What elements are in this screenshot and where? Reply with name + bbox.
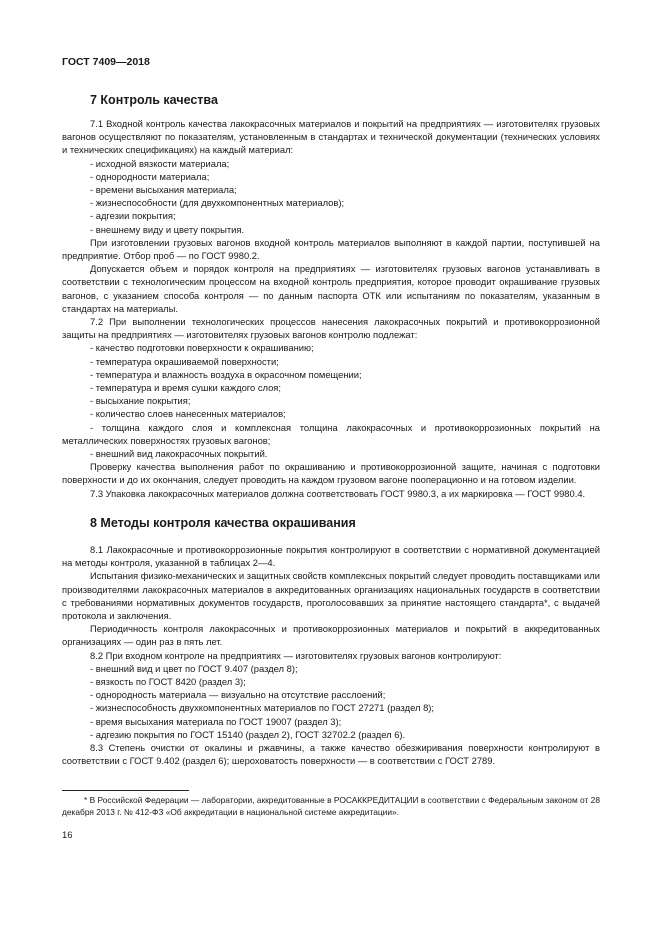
list-item: - температура и влажность воздуха в окрасочном помещении; [90, 368, 362, 380]
paragraph-7-2: 7.2 При выполнении технологических процессов нанесения лакокрасочных покрытий и противокоррозионной защиты на предприятиях — изготовителях грузовых вагонов контролю подлежат: [62, 316, 600, 341]
section-7-body [62, 117, 600, 500]
list-item: - жизнеспособности (для двухкомпонентных материалов); [90, 197, 345, 209]
paragraph: Испытания физико-механических и защитных свойств комплексных покрытий следует проводить поставщиками или производителями лакокрасочных материалов в аккредитованных организациях национальных государств в соответствии с требованиями нормативных документов государств, проголосовавших за принятие настоящего стандарта*, с выдачей протокола и заключения. [62, 570, 600, 621]
paragraph: Допускается объем и порядок контроля на предприятиях — изготовителях грузовых вагонов устанавливать в соответствии с технологическим процессом на входной контроль предприятия, которое проводит окрашивание грузовых вагонов, с указанием способа контроля — по данным паспорта ОТК или испытаниям по показателям, указанным в стандартах на материалы. [62, 263, 600, 314]
list-item: - внешний вид лакокрасочных покрытий. [90, 448, 268, 460]
section-8-title: 8 Методы контроля качества окрашивания [90, 515, 356, 530]
list-item: - внешнему виду и цвету покрытия. [90, 223, 245, 235]
document-page [62, 56, 600, 840]
paragraph-7-3: 7.3 Упаковка лакокрасочных материалов должна соответствовать ГОСТ 9980.3, а их маркировка — ГОСТ 9980.4. [90, 487, 586, 499]
footnote-divider [62, 790, 189, 791]
page-number: 16 [62, 829, 73, 841]
paragraph: Периодичность контроля лакокрасочных и противокоррозионных материалов и покрытий в аккредитованных организациях — один раз в пять лет. [62, 623, 600, 648]
footnote: * В Российской Федерации — лаборатории, аккредитованные в РОСАККРЕДИТАЦИИ в соответствии с Федеральным законом от 28 декабря 2013 г. № 412-ФЗ «Об аккредитации в национальной системе аккредитации». [62, 795, 600, 818]
list-item: - температура окрашиваемой поверхности; [90, 355, 279, 367]
list-item: - адгезии покрытия; [90, 210, 176, 222]
paragraph-7-1: 7.1 Входной контроль качества лакокрасочных материалов и покрытий на предприятиях — изготовителях грузовых вагонов осуществляют по показателям, установленным в стандартах и технической документации (технических условиях и технических спецификациях) на каждый материал: [62, 118, 600, 156]
list-item: - вязкость по ГОСТ 8420 (раздел 3); [90, 675, 246, 687]
list-item: - однородность материала — визуально на отсутствие расслоений; [90, 689, 386, 701]
list-item: - исходной вязкости материала; [90, 157, 230, 169]
paragraph-8-2: 8.2 При входном контроле на предприятиях — изготовителях грузовых вагонов контролируют: [90, 649, 502, 661]
section-8-body [62, 543, 600, 767]
paragraph: При изготовлении грузовых вагонов входной контроль материалов выполняют в каждой партии, поступившей на предприятие. Отбор проб — по ГОСТ 9980.2. [62, 236, 600, 262]
document-header: ГОСТ 7409—2018 [62, 56, 150, 68]
list-item: - адгезию покрытия по ГОСТ 15140 (раздел 2), ГОСТ 32702.2 (раздел 6). [90, 728, 406, 740]
section-7-title: 7 Контроль качества [90, 93, 218, 107]
list-item: - жизнеспособность двухкомпонентных материалов по ГОСТ 27271 (раздел 8); [90, 702, 435, 714]
list-item: - количество слоев нанесенных материалов; [90, 408, 286, 420]
list-item: - температура и время сушки каждого слоя; [90, 382, 281, 394]
list-item-wrapped: - толщина каждого слоя и комплексная толщина лакокрасочных и противокоррозионных покрытий на металлических поверхностях грузовых вагонов; [62, 421, 600, 446]
list-item: - однородности материала; [90, 170, 210, 182]
list-item: - внешний вид и цвет по ГОСТ 9.407 (раздел 8); [90, 662, 298, 674]
paragraph-8-3: 8.3 Степень очистки от окалины и ржавчины, а также качество обезжиривания поверхности контролируют в соответствии с ГОСТ 9.402 (раздел 6); шероховатость поверхности — в соответствии с ГОСТ 2789. [62, 741, 600, 767]
list-item: - высыхание покрытия; [90, 395, 191, 407]
list-item: - времени высыхания материала; [90, 184, 237, 196]
list-item: - время высыхания материала по ГОСТ 19007 (раздел 3); [90, 715, 342, 727]
paragraph: Проверку качества выполнения работ по окрашиванию и противокоррозионной защите, начиная с подготовки поверхности и до их окончания, следует проводить на каждом грузовом вагоне пооперационно и на готовом изделии. [62, 461, 600, 486]
paragraph-8-1: 8.1 Лакокрасочные и противокоррозионные покрытия контролируют в соответствии с нормативной документацией на методы контроля, указанной в таблицах 2—4. [62, 543, 600, 569]
list-item: - качество подготовки поверхности к окрашиванию; [90, 342, 314, 354]
